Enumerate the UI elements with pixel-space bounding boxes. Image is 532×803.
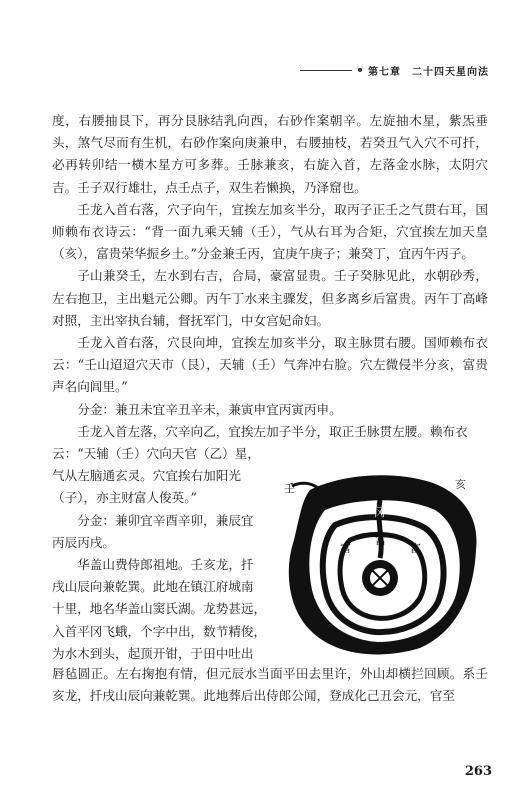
paragraph-6-line-1: 壬龙入首左落，穴辛向乙，宜挨左加子半分，取正壬脉贯左腰。赖布衣 [77, 423, 468, 439]
paragraph-3: 子山兼癸壬，左水到右吉，合局，豪富显贵。壬子癸脉见此，水朝砂秀，左右抱卫，主出魁元公卿。丙午丁水来主骤发，但多离乡后富贵。丙午丁高峰对照，主出宰执台辅，督抚军门，中女宫妃命妇。 [52, 268, 488, 328]
text-line: 分金：兼卯宜辛酉辛卯，兼辰宜 [77, 512, 254, 528]
figure-label: 富 [340, 542, 351, 555]
figure-label: 富 [375, 534, 386, 547]
text-line: 华盖山费侍郎祖地。壬亥龙，扦 [77, 557, 254, 573]
text-line: （子），亦主财富人俊英。” [52, 490, 197, 506]
text-line: 云：“天辅（壬）穴向天官（乙）星， [52, 446, 260, 462]
terrain-map-illustration [280, 470, 486, 660]
paragraph-1: 度，右腰抽艮下，再分艮脉结乳向西，右砂作案朝辛。左旋抽木星，紫炁垂头，煞气尽而有生机，右砂作案向庚兼申，右腰抽枝，若癸丑气入穴不可扦，必再转卯结一横木星方可多葬。壬脉兼亥，右旋入首，左落金水脉，太阴穴吉。壬子双行雄壮，点壬点子，双生若懒换，乃泽窟也。 [52, 113, 488, 195]
text-line: 入首平冈飞蛾，个字中出，数节精俊， [52, 623, 267, 639]
text-line: 气从左脑通玄灵。穴宜挨右加阳光 [52, 468, 241, 484]
figure-label: 壬 [284, 482, 295, 495]
text-line: 戌山辰向兼乾巽。此地在镇江府城南 [52, 579, 254, 595]
text-line: 为水木到头，起顶开钳，于田中吐出 [52, 645, 254, 661]
figure-label: 亥 [455, 478, 466, 491]
wrapped-text [52, 443, 268, 665]
page-number: 263 [464, 764, 492, 779]
text-line: 十里，地名华盖山窦氏湖。龙势甚远， [52, 601, 267, 617]
header-dot [358, 68, 362, 72]
figure-label: 富 [410, 542, 421, 555]
paragraph-5: 分金：兼丑未宜辛丑辛未，兼寅申宜丙寅丙申。 [77, 401, 342, 417]
closing-paragraph: 唇毡圆正。左右掬抱有情，但元辰水当面平田去里许，外山却横拦回顾。系壬亥龙，扦戌山辰向兼乾巽。此地葬后出侍郎公闻，登成化己丑会元，官至 [52, 666, 488, 704]
paragraph-4: 壬龙入首右落，穴艮向坤，宜挨左加亥半分，取主脉贯右腰。国师赖布衣云：“壬山迢迢穴天市（艮），天辅（壬）气奔冲右脸。穴左微侵半分亥，富贵声名向闾里。” [52, 335, 488, 395]
terrain-figure [280, 470, 486, 660]
chapter-title: 第七章 二十四天星向法 [368, 66, 489, 78]
branch-ridge [292, 483, 318, 488]
text-line: 丙辰丙戌。 [52, 534, 115, 550]
paragraph-2: 壬龙入首右落，穴子向午，宜挨左加亥半分，取丙子正壬之气贯右耳，国师赖布衣诗云：“背一面九乘天辅（壬），气从右耳为合矩，穴宜挨左加天皇（亥），富贵荣华振乡土。”分金兼壬丙，宜庚午庚子；兼癸丁，宜丙午丙子。 [52, 201, 488, 262]
figure-label: 冈 [374, 506, 385, 519]
running-header [300, 62, 492, 78]
header-rule [300, 70, 352, 71]
